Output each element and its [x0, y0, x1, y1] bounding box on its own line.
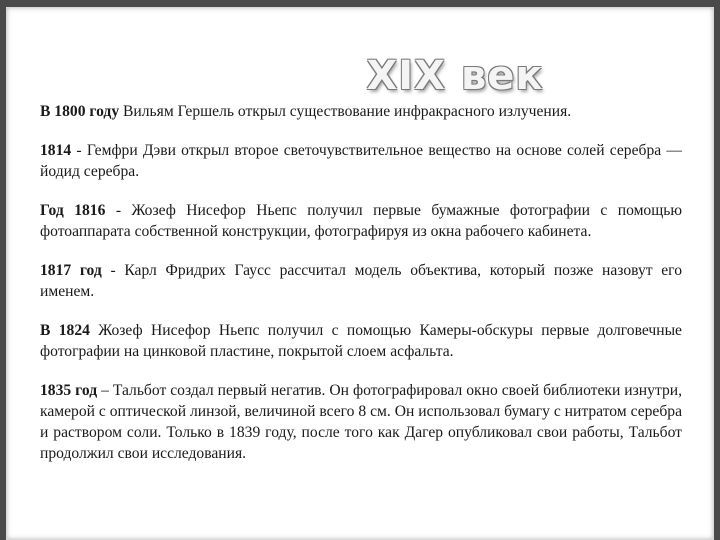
slide — [6, 7, 714, 540]
paragraph-lead: В 1824 — [40, 322, 90, 339]
paragraph-1800 — [40, 101, 682, 122]
paragraph-text: Вильям Гершель открыл существование инфракрасного излучения. — [119, 103, 572, 120]
paragraph-text: – Тальбот создал первый негатив. Он фотографировал окно своей библиотеки изнутри, камерой с оптической линзой, величиной всего 8 см. Он использовал бумагу с нитратом серебра и раствором соли. Только в 1839 году, после того как Дагер опубликовал свои работы, Тальбот продолжил свои исследования. — [40, 382, 682, 462]
paragraph-1824 — [40, 320, 682, 362]
paragraph-text: - Гемфри Дэви открыл второе светочувствительное вещество на основе солей серебра — йодид серебра. — [40, 142, 682, 180]
paragraph-1814 — [40, 140, 682, 182]
paragraph-lead: В 1800 году — [40, 103, 120, 120]
paragraph-1835 — [40, 380, 682, 464]
paragraph-lead: Год 1816 — [40, 202, 106, 219]
paragraph-lead: 1814 — [40, 142, 72, 159]
paragraph-lead: 1817 год — [40, 262, 102, 279]
paragraph-text: - Жозеф Нисефор Ньепс получил первые бумажные фотографии с помощью фотоаппарата собственной конструкции, фотографируя из окна рабочего кабинета. — [40, 202, 682, 240]
paragraph-1817 — [40, 260, 682, 302]
paragraph-1816 — [40, 200, 682, 242]
paragraph-text: Жозеф Нисефор Ньепс получил с помощью Камеры-обскуры первые долговечные фотографии на цинковой пластине, покрытой слоем асфальта. — [40, 322, 682, 360]
slide-content — [40, 101, 682, 482]
paragraph-text: - Карл Фридрих Гаусс рассчитал модель объектива, который позже назовут его именем. — [40, 262, 682, 300]
paragraph-lead: 1835 год — [40, 382, 98, 399]
slide-title: XIX век — [366, 53, 544, 99]
